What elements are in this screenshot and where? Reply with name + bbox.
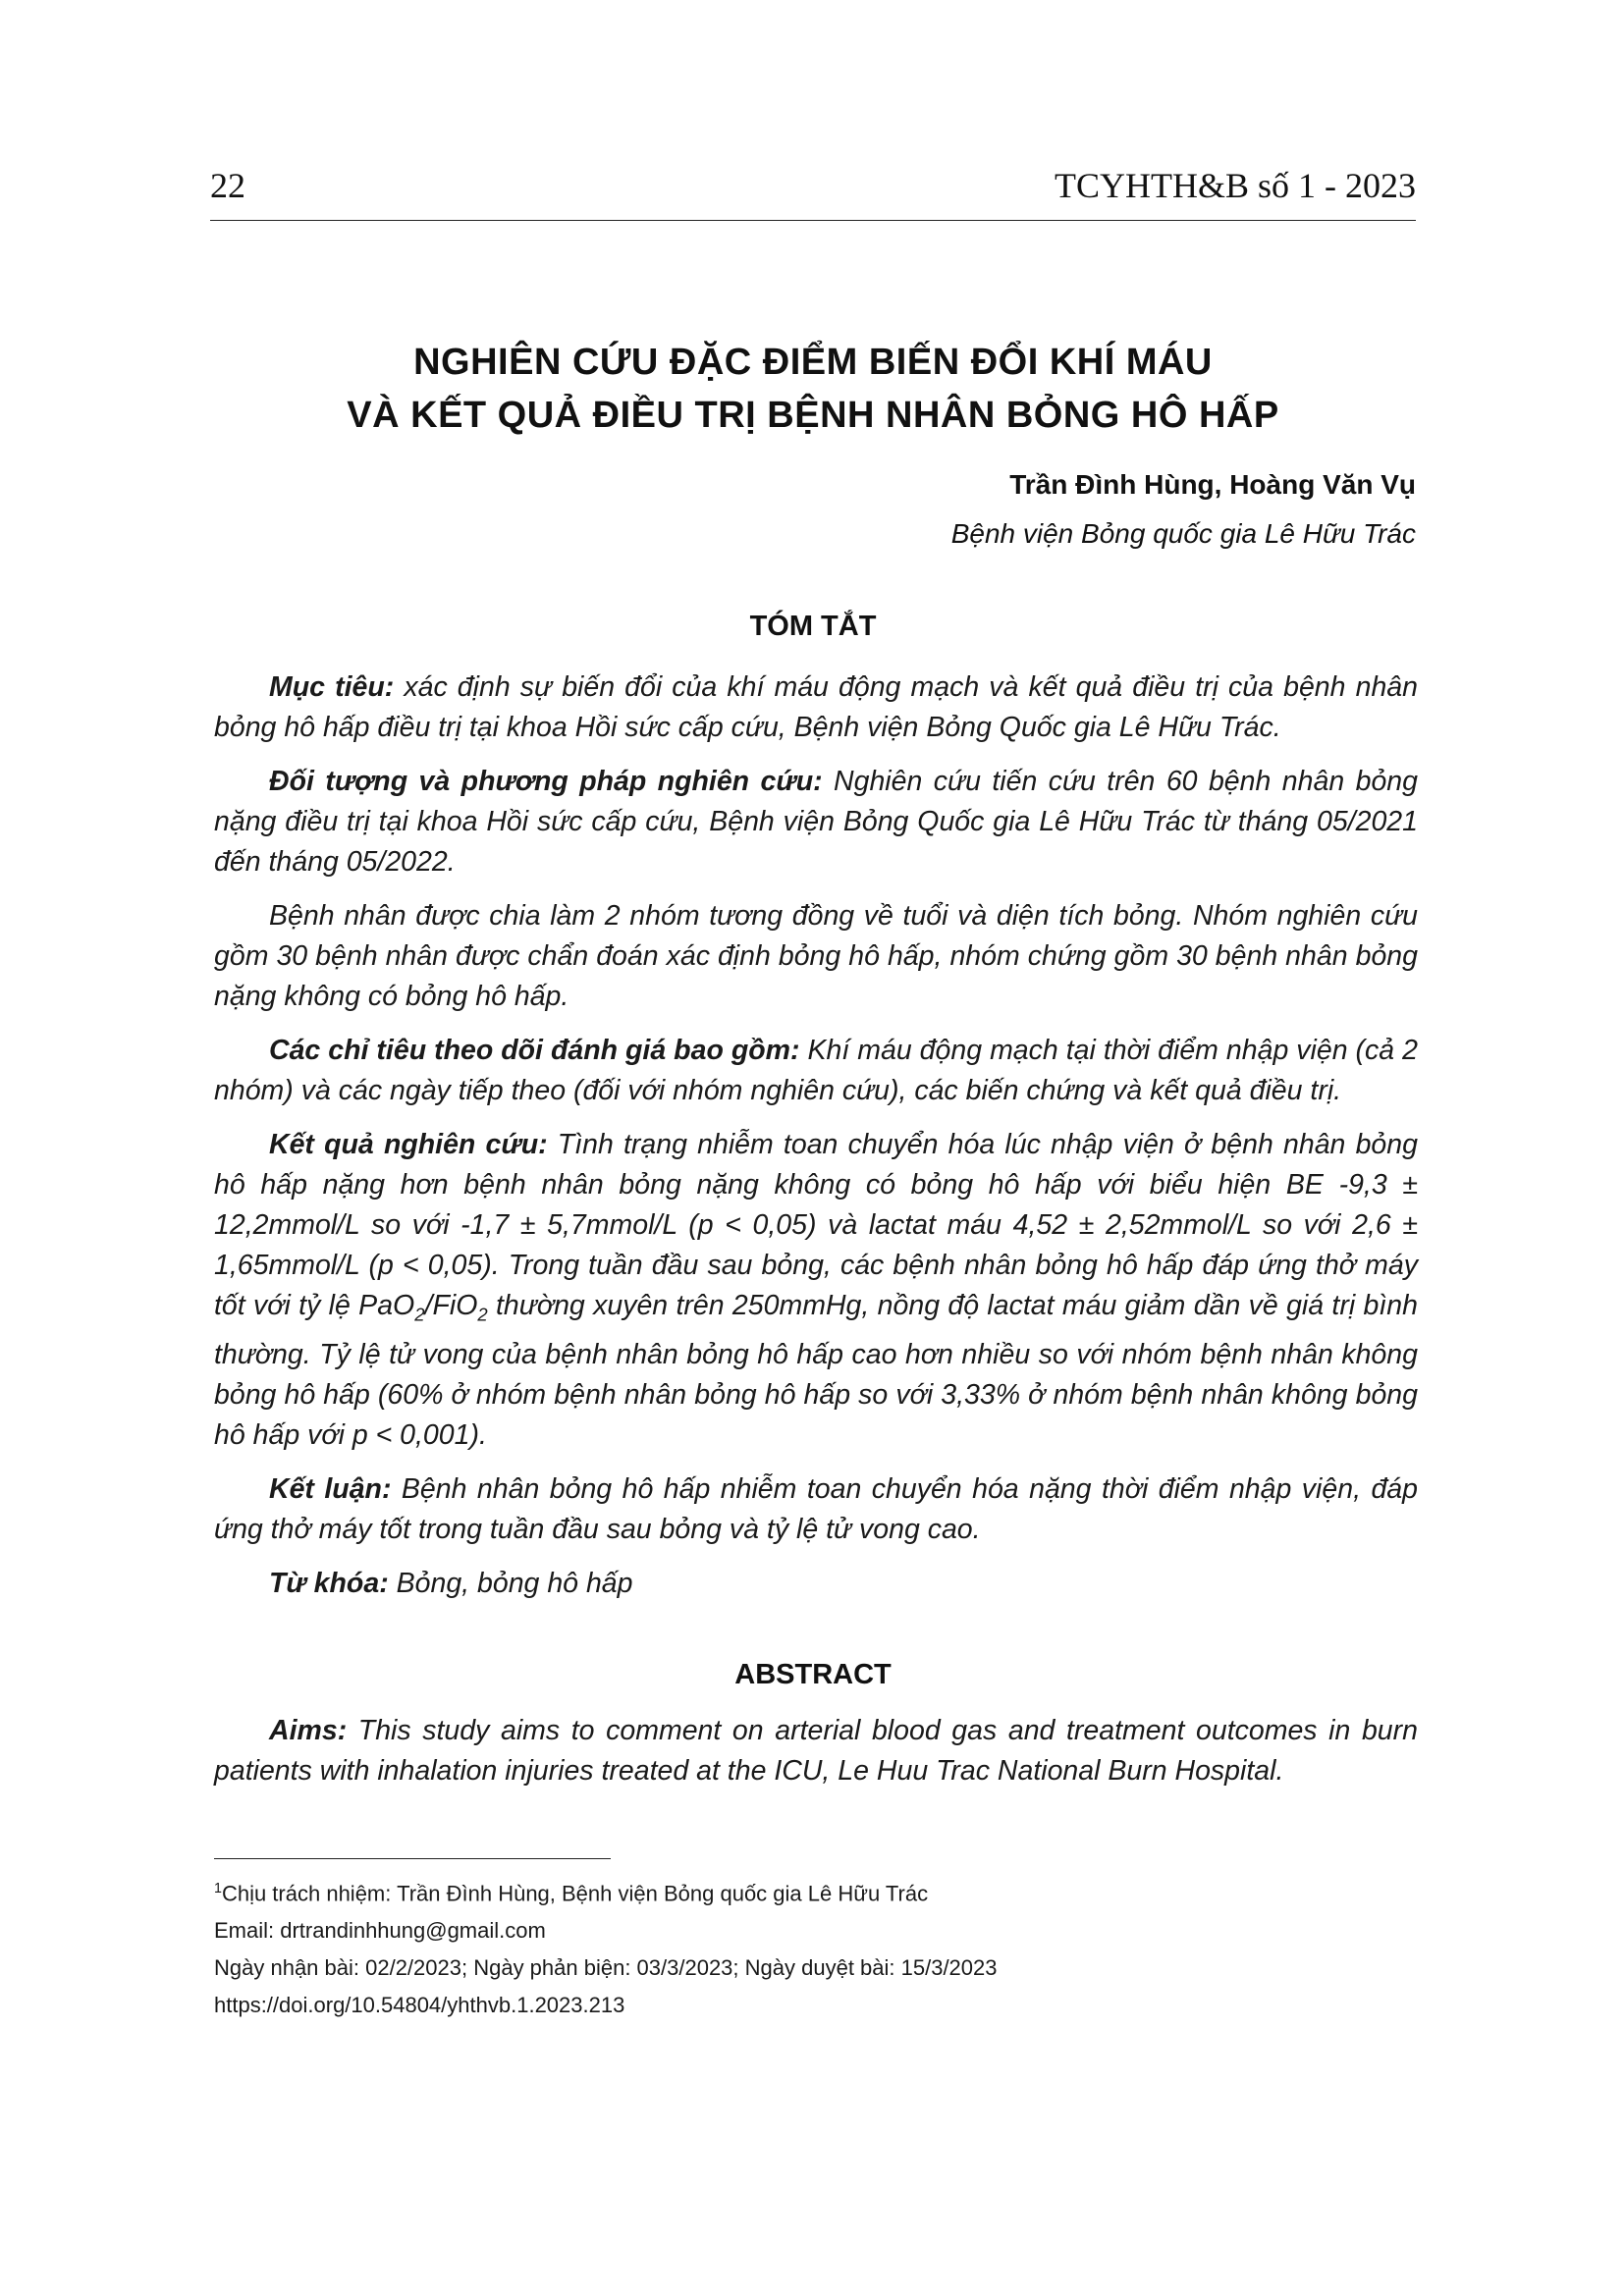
footnote-divider <box>214 1858 611 1859</box>
footnote-responsible <box>214 1870 1418 1912</box>
methods-text: Nghiên cứu tiến cứu trên 60 bệnh nhân bỏng nặng điều trị tại khoa Hồi sức cấp cứu, Bệnh viện Bỏng Quốc gia Lê Hữu Trác từ tháng 05/2021 đến tháng 05/2022. <box>214 766 1418 878</box>
running-header <box>210 165 1416 222</box>
results-text-2: /FiO <box>424 1290 478 1321</box>
summary-heading: TÓM TẮT <box>749 611 877 642</box>
journal-issue: TCYHTH&B số 1 - 2023 <box>1055 166 1416 205</box>
author-affiliation: Bệnh viện Bỏng quốc gia Lê Hữu Trác <box>950 518 1416 549</box>
footnote-email: Email: drtrandinhhung@gmail.com <box>214 1918 546 1944</box>
objective-text: xác định sự biến đổi của khí máu động mạch và kết quả điều trị của bệnh nhân bỏng hô hấp điều trị tại khoa Hồi sức cấp cứu, Bệnh viện Bỏng Quốc gia Lê Hữu Trác. <box>214 671 1419 743</box>
indicators-label: Các chỉ tiêu theo dõi đánh giá bao gồm: <box>269 1035 800 1066</box>
methods-label: Đối tượng và phương pháp nghiên cứu: <box>269 766 823 797</box>
footnote-doi: https://doi.org/10.54804/yhthvb.1.2023.213 <box>214 1993 625 2018</box>
footnote-marker: 1 <box>214 1881 222 1896</box>
groups-paragraph <box>214 896 1418 1017</box>
results-text-1: Tình trạng nhiễm toan chuyển hóa lúc nhập viện ở bệnh nhân bỏng hô hấp nặng hơn bệnh nhân bỏng nặng không có bỏng hô hấp với biểu hiện BE -9,3 ± 12,2mmol/L so với -1,7 ± 5,7mmol/L (p < 0,05) và lactat máu 4,52 ± 2,52mmol/L so với 2,6 ± 1,65mmol/L (p < 0,05). Trong tuần đầu sau bỏng, các bệnh nhân bỏng hô hấp đáp ứng thở máy tốt với tỷ lệ PaO <box>214 1129 1418 1321</box>
aims-paragraph <box>214 1711 1418 1791</box>
article-title <box>210 336 1416 442</box>
abstract-body <box>214 1711 1418 1805</box>
results-subscript-2: 2 <box>477 1304 488 1325</box>
footnotes <box>214 1870 1418 2024</box>
groups-text: Bệnh nhân được chia làm 2 nhóm tương đồng về tuổi và diện tích bỏng. Nhóm nghiên cứu gồm 30 bệnh nhân được chẩn đoán xác định bỏng hô hấp, nhóm chứng gồm 30 bệnh nhân bỏng nặng không có bỏng hô hấp. <box>214 900 1418 1012</box>
keywords-label: Từ khóa: <box>269 1567 389 1599</box>
objective-label: Mục tiêu: <box>269 671 395 703</box>
title-line-2: VÀ KẾT QUẢ ĐIỀU TRỊ BỆNH NHÂN BỎNG HÔ HẤP <box>347 395 1279 436</box>
aims-label: Aims: <box>269 1715 348 1746</box>
footnote-responsible-text: Chịu trách nhiệm: Trần Đình Hùng, Bệnh viện Bỏng quốc gia Lê Hữu Trác <box>221 1881 929 1906</box>
results-paragraph <box>214 1125 1418 1456</box>
keywords-text: Bỏng, bỏng hô hấp <box>388 1567 633 1599</box>
footnote-dates: Ngày nhận bài: 02/2/2023; Ngày phản biện: 03/3/2023; Ngày duyệt bài: 15/3/2023 <box>214 1955 998 1981</box>
page-number: 22 <box>210 166 245 205</box>
results-label: Kết quả nghiên cứu: <box>269 1129 548 1160</box>
summary-body <box>214 667 1418 1618</box>
conclusion-label: Kết luận: <box>269 1472 392 1505</box>
keywords-paragraph <box>214 1564 1418 1604</box>
results-text-3: thường xuyên trên 250mmHg, nồng độ lactat máu giảm dần về giá trị bình thường. Tỷ lệ tử vong của bệnh nhân bỏng hô hấp cao hơn nhiều so với nhóm bệnh nhân không bỏng hô hấp (60% ở nhóm bệnh nhân bỏng hô hấp so với 3,33% ở nhóm bệnh nhân không bỏng hô hấp với p < 0,001). <box>214 1290 1418 1451</box>
conclusion-text: Bệnh nhân bỏng hô hấp nhiễm toan chuyển hóa nặng thời điểm nhập viện, đáp ứng thở máy tốt trong tuần đầu sau bỏng và tỷ lệ tử vong cao. <box>214 1472 1418 1545</box>
methods-paragraph <box>214 762 1418 882</box>
objective-paragraph <box>214 667 1418 748</box>
indicators-paragraph <box>214 1031 1418 1111</box>
author-list: Trần Đình Hùng, Hoàng Văn Vụ <box>1009 469 1416 500</box>
abstract-heading: ABSTRACT <box>734 1659 892 1690</box>
indicators-text: Khí máu động mạch tại thời điểm nhập viện (cả 2 nhóm) và các ngày tiếp theo (đối với nhóm nghiên cứu), các biến chứng và kết quả điều trị. <box>214 1035 1418 1106</box>
results-subscript-1: 2 <box>414 1304 425 1325</box>
header-divider <box>210 220 1416 221</box>
title-line-1: NGHIÊN CỨU ĐẶC ĐIỂM BIẾN ĐỔI KHÍ MÁU <box>413 342 1213 383</box>
conclusion-paragraph <box>214 1469 1418 1550</box>
aims-text: This study aims to comment on arterial blood gas and treatment outcomes in burn patients with inhalation injuries treated at the ICU, Le Huu Trac National Burn Hospital. <box>214 1715 1418 1787</box>
